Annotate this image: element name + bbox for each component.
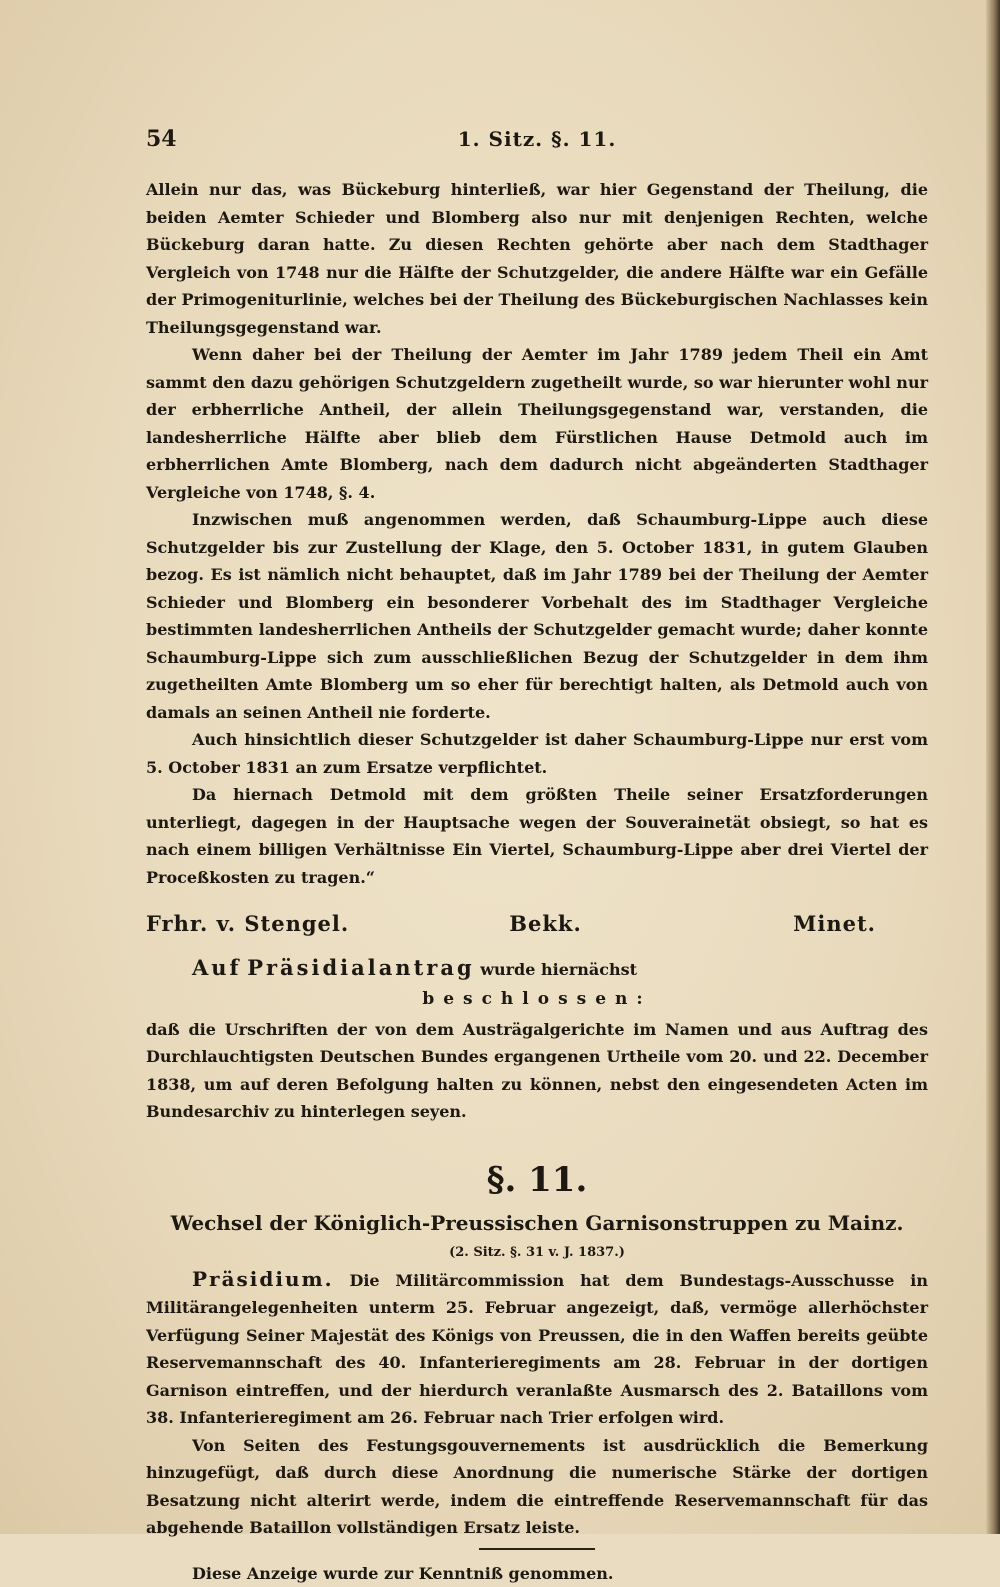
- section-lead: Präsidium.: [192, 1267, 334, 1291]
- signatures: [146, 911, 928, 936]
- book-spine-edge: [986, 0, 1000, 1534]
- page-content: [146, 126, 928, 1587]
- paragraph-4: Auch hinsichtlich dieser Schutzgelder ist daher Schaumburg-Lippe nur erst vom 5. October 1831 an zum Ersatze verpflichtet.: [146, 726, 928, 781]
- resolution-text: daß die Urschriften der von dem Austrägalgerichte im Namen und aus Auftrag des Durchlauchtigsten Deutschen Bundes ergangenen Urtheile vom 20. und 22. December 1838, um auf deren Befolgung halten zu können, nebst den eingesendeten Acten im Bundesarchiv zu hinterlegen seyen.: [146, 1016, 928, 1126]
- section-paragraph-1: [146, 1266, 928, 1432]
- final-note: Diese Anzeige wurde zur Kenntniß genommen.: [146, 1560, 928, 1587]
- page-header: [146, 126, 928, 166]
- horizontal-rule: [479, 1548, 595, 1550]
- paragraph-1: Allein nur das, was Bückeburg hinterließ, war hier Gegenstand der Theilung, die beiden Aemter Schieder und Blomberg also nur mit denjenigen Rechten, welche Bückeburg daran hatte. Zu diesen Rechten gehörte aber nach dem Stadthager Vergleich von 1748 nur die Hälfte der Schutzgelder, die andere Hälfte war ein Gefälle der Primogeniturlinie, welches bei der Theilung des Bückeburgischen Nachlasses kein Theilungsgegenstand war.: [146, 176, 928, 341]
- section-paragraph-2: Von Seiten des Festungsgouvernements ist ausdrücklich die Bemerkung hinzugefügt, daß durch diese Anordnung die numerische Stärke der dortigen Besatzung nicht alterirt werde, indem die eintreffende Reservemannschaft für das abgehende Bataillon vollständigen Ersatz leiste.: [146, 1432, 928, 1542]
- page-number: 54: [146, 126, 226, 152]
- motion-keyword: Präsidialantrag: [247, 955, 474, 980]
- motion-prefix: Auf: [192, 955, 242, 980]
- resolved-heading: beschlossen:: [146, 984, 928, 1014]
- motion-suffix: wurde hiernächst: [480, 960, 637, 979]
- section-number: §. 11.: [146, 1160, 928, 1200]
- paragraph-3: Inzwischen muß angenommen werden, daß Schaumburg-Lippe auch diese Schutzgelder bis zur Zustellung der Klage, den 5. October 1831, in gutem Glauben bezog. Es ist nämlich nicht behauptet, daß im Jahr 1789 bei der Theilung der Aemter Schieder und Blomberg ein besonderer Vorbehalt des im Stadthager Vergleiche bestimmten landesherrlichen Antheils der Schutzgelder gemacht wurde; daher konnte Schaumburg-Lippe sich zum ausschließlichen Bezug der Schutzgelder in dem ihm zugetheilten Amte Blomberg um so eher für berechtigt halten, als Detmold auch von damals an seinen Antheil nie forderte.: [146, 506, 928, 726]
- signature-minet: Minet.: [679, 911, 928, 936]
- motion-line: [146, 954, 928, 984]
- paragraph-5: Da hiernach Detmold mit dem größten Theile seiner Ersatzforderungen unterliegt, dagegen in der Hauptsache wegen der Souverainetät obsiegt, so hat es nach einem billigen Verhältnisse Ein Viertel, Schaumburg-Lippe aber drei Viertel der Proceßkosten zu tragen.“: [146, 781, 928, 891]
- section-reference: (2. Sitz. §. 31 v. J. 1837.): [146, 1242, 928, 1264]
- signature-stengel: Frhr. v. Stengel.: [146, 911, 412, 936]
- section-paragraph-1-text: Die Militärcommission hat dem Bundestags-Ausschusse in Militärangelegenheiten unterm 25. Februar angezeigt, daß, vermöge allerhöchster Verfügung Seiner Majestät des Königs von Preussen, die in den Waffen bereits geübte Reservemannschaft des 40. Infanterieregiments am 28. Februar in der dortigen Garnison eintreffen, und der hierdurch veranlaßte Ausmarsch des 2. Bataillons vom 38. Infanterieregiment am 26. Februar nach Trier erfolgen wird.: [146, 1271, 928, 1428]
- running-head: 1. Sitz. §. 11.: [226, 127, 928, 151]
- paragraph-2: Wenn daher bei der Theilung der Aemter im Jahr 1789 jedem Theil ein Amt sammt den dazu gehörigen Schutzgeldern zugetheilt wurde, so war hierunter wohl nur der erbherrliche Antheil, der allein Theilungsgegenstand war, verstanden, die landesherrliche Hälfte aber blieb dem Fürstlichen Hause Detmold auch im erbherrlichen Amte Blomberg, nach dem dadurch nicht abgeänderten Stadthager Vergleiche von 1748, §. 4.: [146, 341, 928, 506]
- signature-bekk: Bekk.: [412, 911, 678, 936]
- section-title: Wechsel der Königlich-Preussischen Garnisonstruppen zu Mainz.: [146, 1208, 928, 1238]
